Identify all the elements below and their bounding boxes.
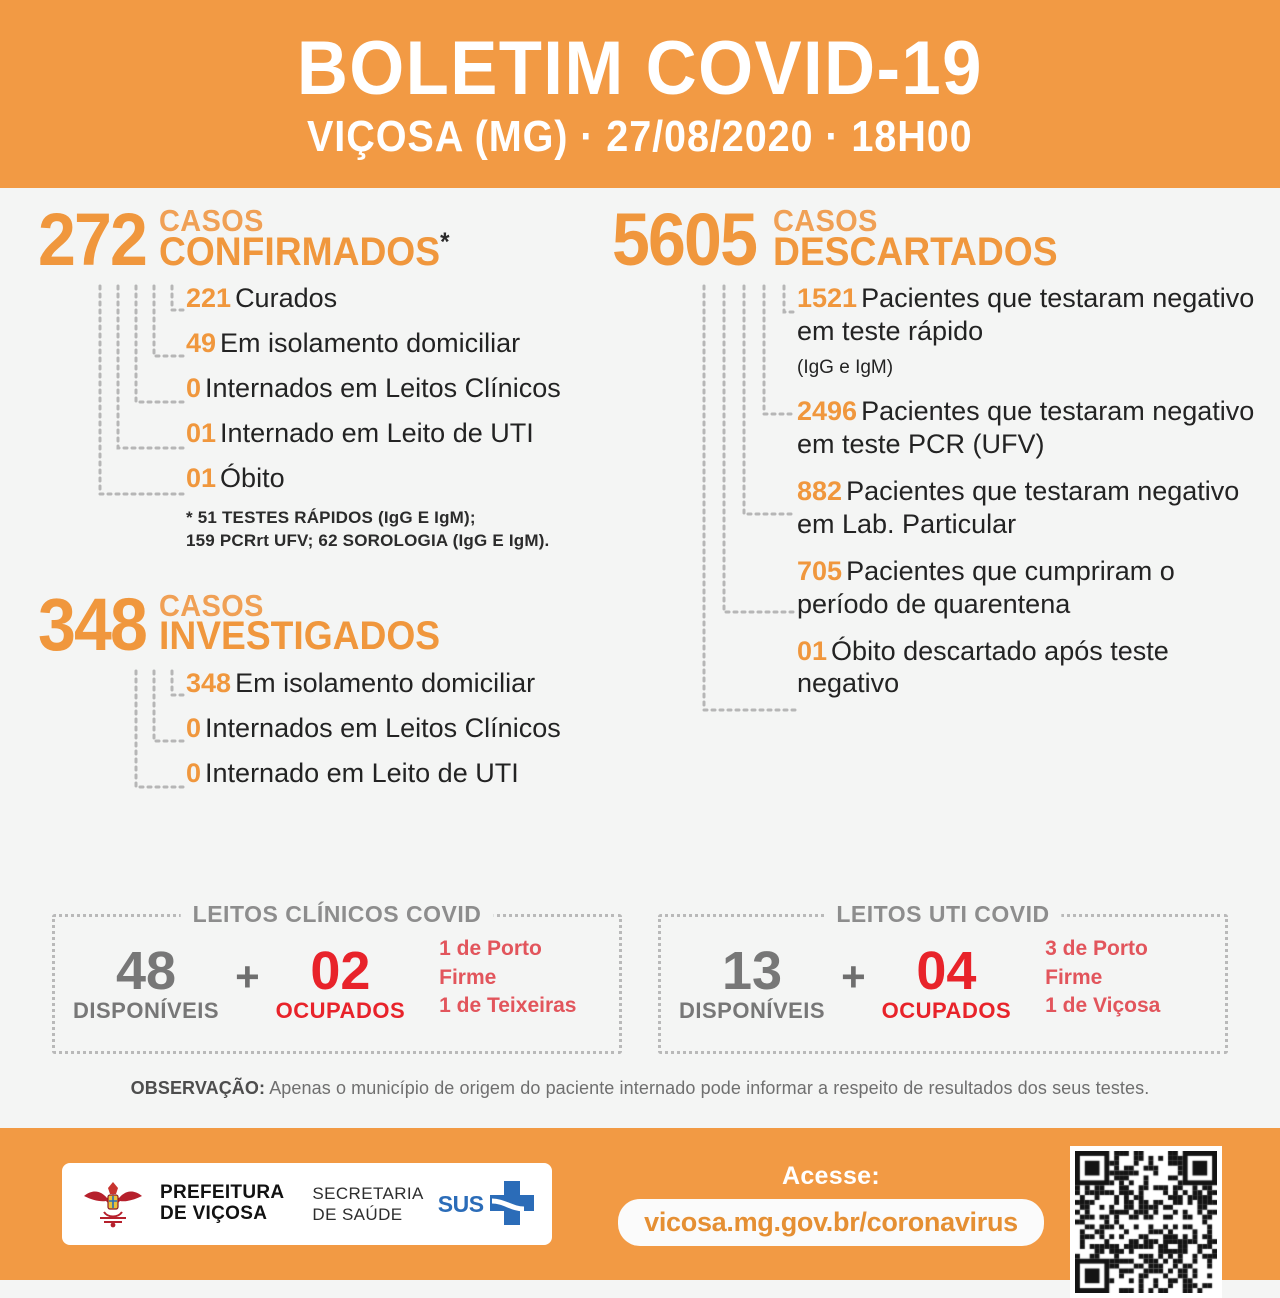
clinic-plus-sign: + [235, 953, 260, 1000]
clinic-beds-body [55, 917, 619, 1051]
uti-available-value: 13 [722, 940, 783, 1001]
item-count: 0 [186, 712, 202, 743]
note-line: 1 de Teixeiras [439, 994, 577, 1018]
access-url-link[interactable]: vicosa.mg.gov.br/coronavirus [618, 1199, 1044, 1246]
vicosa-coat-of-arms-icon [80, 1178, 146, 1230]
access-block [612, 1162, 1050, 1246]
item-count: 01 [186, 462, 217, 493]
clinic-beds-title: LEITOS CLÍNICOS COVID [181, 901, 494, 928]
item-count: 348 [186, 667, 232, 698]
observation-text: Apenas o município de origem do paciente internado pode informar a respeito de resultados dos seus testes. [265, 1078, 1150, 1098]
page-title: BOLETIM COVID-19 [297, 25, 983, 111]
discarded-count: 5605 [612, 198, 757, 281]
discarded-cases-block [612, 198, 1272, 700]
sus-logo [438, 1179, 536, 1229]
item-label: Pacientes que testaram negativo em Lab. Particular [797, 475, 1240, 539]
secretaria-line-2: DE SAÚDE [312, 1205, 403, 1224]
clinic-occupied-notes [439, 935, 601, 1020]
clinic-occupied-value: 02 [310, 940, 371, 1001]
uti-available-caption: DISPONÍVEIS [679, 998, 826, 1024]
clinic-available-caption: DISPONÍVEIS [73, 998, 220, 1024]
uti-beds-body [661, 917, 1225, 1051]
secretaria-line-1: SECRETARIA [312, 1183, 424, 1203]
item-label: Internados em Leitos Clínicos [205, 372, 561, 403]
discarded-label-casos: CASOS [772, 203, 878, 238]
investigated-cases-block [38, 582, 648, 790]
secretaria-label [312, 1183, 423, 1226]
prefeitura-line-1: PREFEITURA [160, 1182, 285, 1204]
item-label: Óbito descartado após teste negativo [797, 635, 1169, 699]
uti-available-stat [679, 940, 826, 1024]
sus-label: SUS [437, 1190, 484, 1217]
confirmed-labels [159, 203, 450, 274]
item-label: Pacientes que testaram negativo em teste rápido [797, 283, 1255, 347]
item-count: 01 [186, 417, 217, 448]
investigated-label-casos: CASOS [159, 587, 265, 623]
confirmed-footnote [38, 507, 648, 553]
footnote-line-1: * 51 TESTES RÁPIDOS (IgG E IgM); [186, 507, 476, 527]
investigated-labels [159, 587, 441, 659]
left-column [38, 198, 648, 802]
investigated-breakdown [38, 667, 648, 790]
investigated-label-kind: INVESTIGADOS [159, 614, 441, 659]
item-count: 2496 [797, 395, 858, 426]
discarded-headline [612, 198, 1272, 281]
investigated-items [38, 667, 648, 790]
observation-note [0, 1078, 1280, 1099]
item-count: 49 [186, 328, 217, 359]
discarded-label-kind: DESCARTADOS [772, 229, 1058, 274]
item-label: Em isolamento domiciliar [220, 328, 521, 359]
discarded-breakdown [612, 282, 1272, 700]
confirmed-count: 272 [38, 198, 147, 281]
item-count: 882 [797, 475, 843, 506]
qr-code-canvas [1075, 1151, 1217, 1293]
clinic-available-stat [73, 940, 220, 1024]
item-label: Pacientes que cumpriram o período de quarentena [797, 555, 1175, 619]
investigated-headline [38, 582, 648, 666]
item-label: Pacientes que testaram negativo em teste PCR (UFV) [797, 395, 1255, 459]
list-item [797, 475, 1272, 541]
list-item [186, 327, 648, 360]
confirmed-headline [38, 198, 648, 281]
discarded-items [612, 282, 1272, 700]
item-count: 0 [186, 372, 202, 403]
item-label: Em isolamento domiciliar [235, 667, 536, 698]
investigated-count: 348 [38, 582, 147, 666]
right-column [612, 198, 1272, 714]
item-count: 705 [797, 555, 843, 586]
uti-beds-title: LEITOS UTI COVID [824, 901, 1061, 928]
list-item [186, 417, 648, 450]
item-label: Internado em Leito de UTI [205, 757, 519, 788]
confirmed-breakdown [38, 282, 648, 553]
discarded-labels [772, 203, 1058, 274]
list-item [186, 712, 648, 745]
item-label: Curados [235, 283, 338, 314]
item-count: 0 [186, 757, 202, 788]
list-item [797, 395, 1272, 461]
confirmed-label-casos: CASOS [159, 203, 265, 238]
item-sublabel: (IgG e IgM) [797, 356, 894, 378]
item-count: 01 [797, 635, 828, 666]
page-subtitle: VIÇOSA (MG) · 27/08/2020 · 18H00 [307, 112, 973, 162]
list-item [186, 372, 648, 405]
uti-occupied-value: 04 [916, 940, 977, 1001]
clinic-beds-box [52, 901, 622, 1054]
clinic-available-value: 48 [116, 940, 177, 1001]
list-item [186, 282, 648, 315]
list-item [186, 667, 648, 700]
list-item [186, 757, 648, 790]
beds-section [0, 900, 1280, 1070]
qr-code[interactable] [1070, 1146, 1222, 1298]
observation-prefix: OBSERVAÇÃO: [130, 1078, 266, 1098]
list-item [797, 555, 1272, 621]
uti-plus-sign: + [841, 953, 866, 1000]
item-label: Internado em Leito de UTI [220, 417, 534, 448]
list-item [186, 462, 648, 495]
list-item [797, 282, 1272, 381]
item-label: Óbito [220, 462, 285, 493]
clinic-occupied-caption: OCUPADOS [275, 998, 406, 1024]
item-count: 1521 [797, 283, 858, 314]
confirmed-items [38, 282, 648, 495]
note-line: 1 de Porto Firme [439, 937, 542, 989]
uti-occupied-stat [881, 940, 1012, 1024]
item-label: Internados em Leitos Clínicos [205, 712, 561, 743]
logo-card [62, 1163, 552, 1245]
prefeitura-line-2: DE VIÇOSA [160, 1203, 268, 1224]
confirmed-asterisk: * [440, 226, 450, 257]
confirmed-label-kind: CONFIRMADOS* [159, 226, 450, 274]
uti-occupied-caption: OCUPADOS [881, 998, 1012, 1024]
access-label: Acesse: [782, 1162, 880, 1190]
note-line: 1 de Viçosa [1045, 994, 1161, 1018]
confirmed-cases-block [38, 198, 648, 553]
clinic-occupied-stat [275, 940, 406, 1024]
note-line: 3 de Porto Firme [1045, 937, 1148, 989]
item-count: 221 [186, 283, 232, 314]
uti-beds-box [658, 901, 1228, 1054]
sus-cross-icon [484, 1179, 536, 1229]
page-footer [0, 1128, 1280, 1280]
uti-occupied-notes [1045, 935, 1207, 1020]
page-header [0, 0, 1280, 188]
list-item [797, 635, 1272, 701]
prefeitura-label [160, 1183, 284, 1225]
footnote-line-2: 159 PCRrt UFV; 62 SOROLOGIA (IgG E IgM). [186, 530, 550, 550]
